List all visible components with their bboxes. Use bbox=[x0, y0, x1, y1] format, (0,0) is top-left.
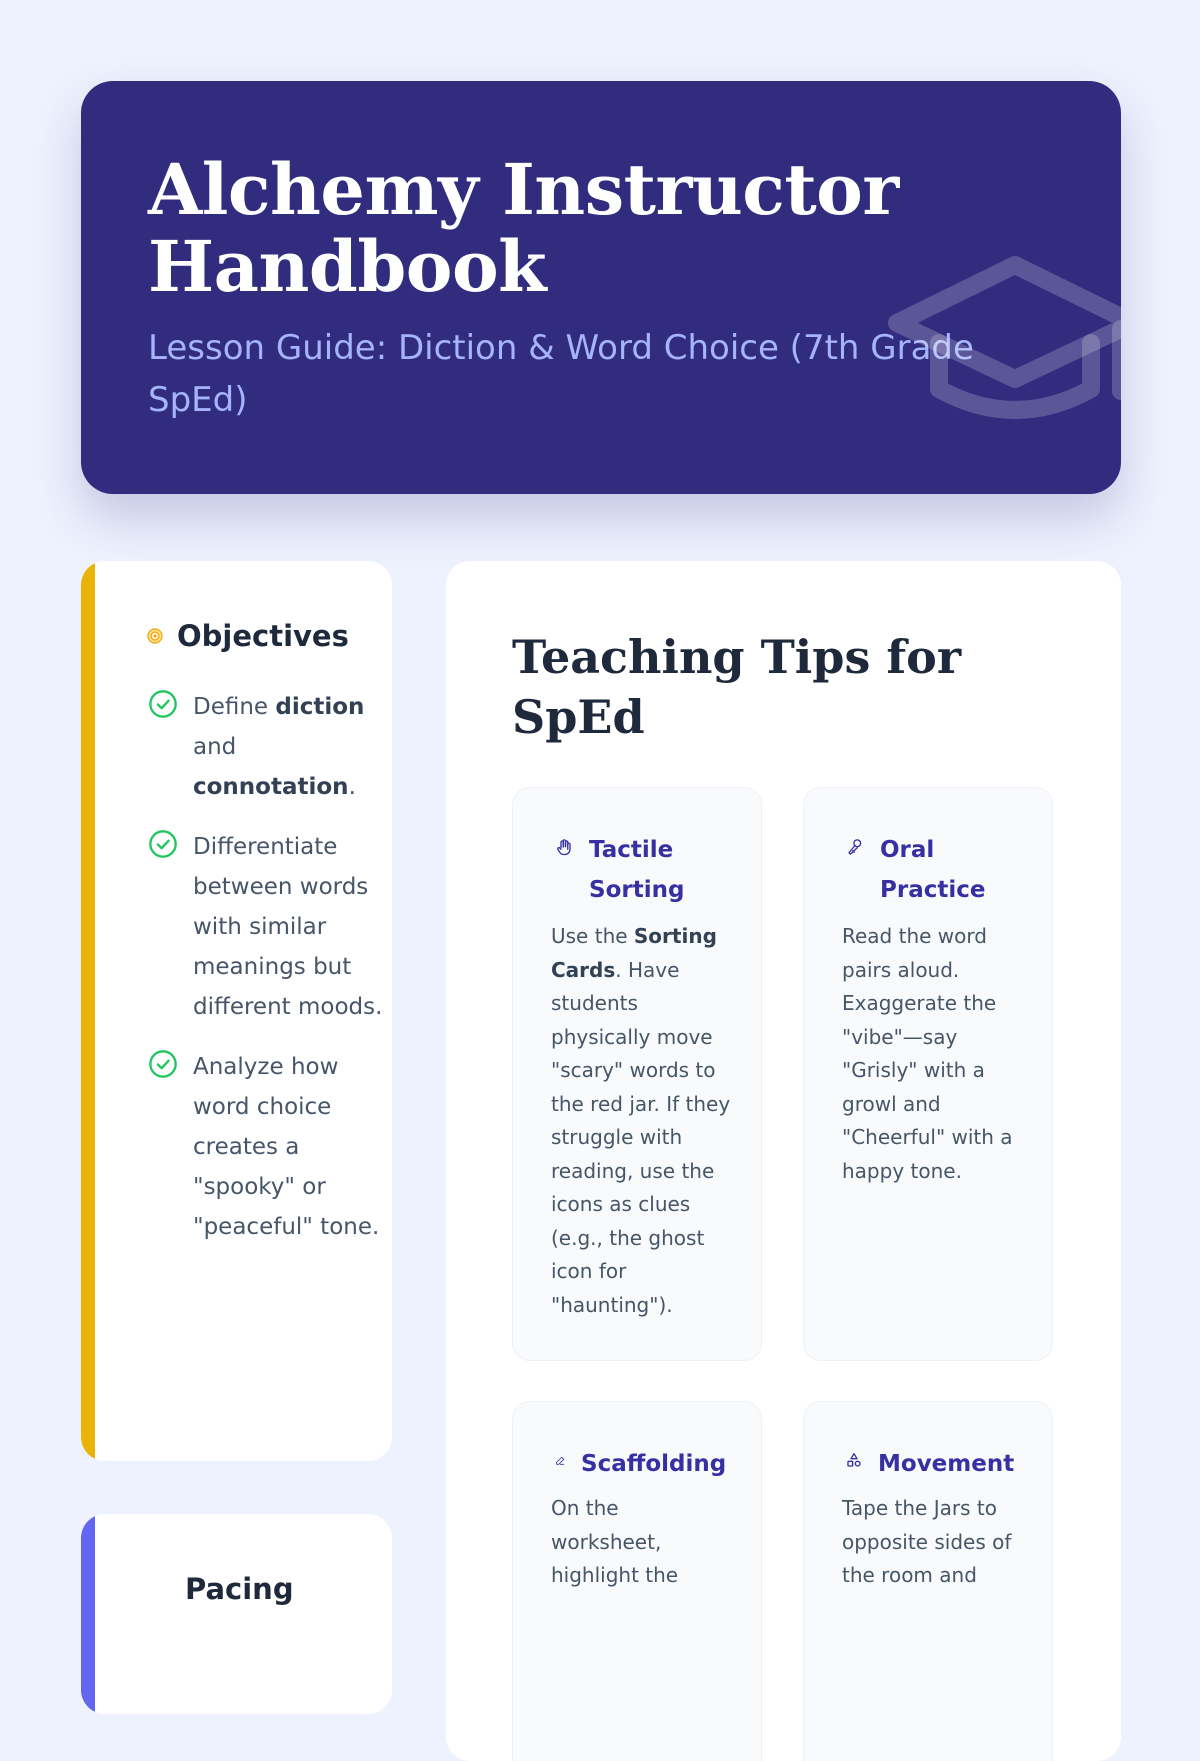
tip-card-oral-practice bbox=[803, 787, 1053, 1361]
objectives-card bbox=[81, 561, 392, 1461]
pen-icon bbox=[551, 1448, 569, 1466]
hand-icon bbox=[551, 830, 577, 856]
list-item bbox=[147, 687, 387, 807]
pacing-card bbox=[81, 1514, 392, 1714]
teaching-tips-title: Teaching Tips for SpEd bbox=[512, 630, 962, 744]
objectives-accent-stripe bbox=[81, 561, 95, 1461]
tip-body: Tape the Jars to opposite sides of the room and bbox=[842, 1496, 1012, 1587]
tip-title: Tactile Sorting bbox=[589, 837, 685, 903]
tip-card-movement bbox=[803, 1401, 1053, 1761]
objective-text: Analyze how word choice creates a "spooky" or "peaceful" tone. bbox=[193, 1054, 380, 1240]
graduation-cap-icon bbox=[887, 251, 1121, 441]
tip-title: Movement bbox=[878, 1451, 1015, 1477]
pacing-accent-stripe bbox=[81, 1514, 95, 1714]
teaching-tips-card bbox=[446, 561, 1121, 1761]
tip-title: Scaffolding bbox=[581, 1451, 727, 1477]
check-circle-icon bbox=[147, 1047, 179, 1079]
list-item bbox=[147, 1047, 387, 1247]
check-circle-icon bbox=[147, 827, 179, 859]
tip-body: On the worksheet, highlight the bbox=[551, 1496, 679, 1587]
pacing-title: Pacing bbox=[185, 1572, 294, 1606]
tip-card-tactile-sorting bbox=[512, 787, 762, 1361]
objective-text: Define diction and connotation. bbox=[193, 694, 365, 800]
objective-text: Differentiate between words with similar meanings but different moods. bbox=[193, 834, 383, 1020]
page-subtitle: Lesson Guide: Diction & Word Choice (7th Grade SpEd) bbox=[148, 328, 974, 420]
tip-body: Read the word pairs aloud. Exaggerate the "vibe"—say "Grisly" with a growl and "Cheerful" with a happy tone. bbox=[842, 924, 1013, 1183]
page-title: Alchemy Instructor Handbook bbox=[148, 148, 899, 308]
list-item bbox=[147, 827, 387, 1027]
objectives-list bbox=[147, 687, 387, 1267]
microphone-icon bbox=[842, 830, 868, 856]
tip-title: Oral Practice bbox=[880, 837, 986, 903]
tip-card-scaffolding bbox=[512, 1401, 762, 1761]
header-banner bbox=[81, 81, 1121, 494]
target-icon bbox=[147, 628, 163, 644]
objectives-title: Objectives bbox=[177, 619, 349, 653]
shapes-icon bbox=[842, 1444, 866, 1468]
objectives-header bbox=[147, 619, 349, 653]
check-circle-icon bbox=[147, 687, 179, 719]
tip-body: Use the Sorting Cards. Have students physically move "scary" words to the red jar. If they struggle with reading, use the icons as clues (e.g., the ghost icon for "haunting"). bbox=[551, 924, 731, 1317]
